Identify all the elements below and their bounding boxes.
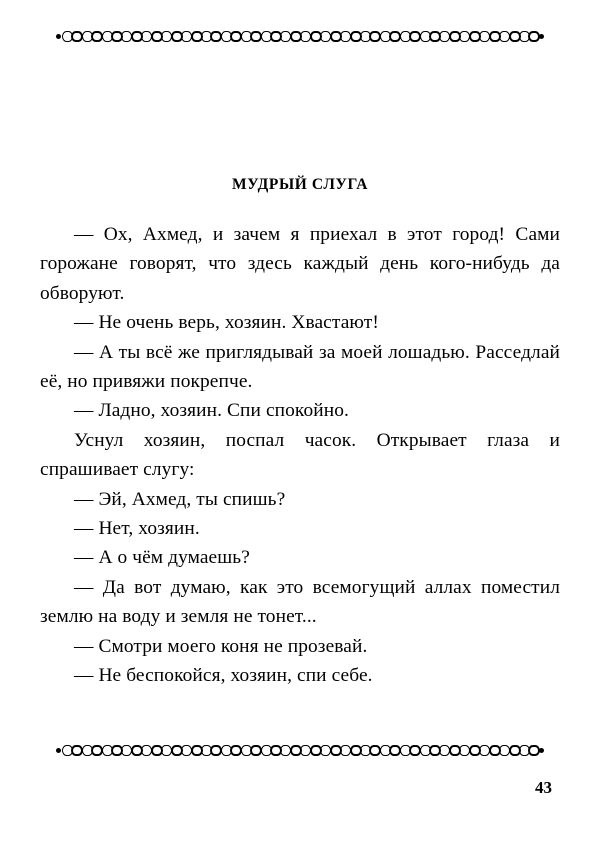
paragraph: Уснул хозяин, поспал часок. Открывает глаза и спрашивает слугу: [40, 429, 560, 481]
paragraph: — Ох, Ахмед, и зачем я приехал в этот город! Сами горожане говорят, что здесь каждый день кого-нибудь да обворуют. [40, 224, 560, 304]
chain-link [528, 31, 540, 42]
paragraph: — Да вот думаю, как это всемогущий аллах поместил землю на воду и земля не тонет... [40, 576, 560, 628]
paragraph: — Нет, хозяин. [74, 518, 200, 540]
page-title: МУДРЫЙ СЛУГА [231, 176, 369, 193]
paragraph: — А ты всё же приглядывай за моей лошадью. Расседлай её, но привяжи покрепче. [40, 341, 560, 393]
chain-link [528, 745, 540, 756]
story-body [40, 176, 560, 691]
paragraph: — Смотри моего коня не прозевай. [74, 635, 368, 657]
paragraph: — А о чём думаешь? [74, 547, 250, 569]
page-number: 43 [535, 778, 552, 797]
paragraph: — Не беспокойся, хозяин, спи себе. [74, 665, 373, 687]
paragraph: — Не очень верь, хозяин. Хвастают! [74, 312, 379, 334]
chain-end-cap [56, 748, 61, 753]
chain-end-cap [56, 34, 61, 39]
chain-rule-ornament-top [56, 30, 544, 42]
chain-rule-ornament-bottom [56, 744, 544, 756]
paragraph: — Эй, Ахмед, ты спишь? [74, 488, 286, 510]
paragraph: — Ладно, хозяин. Спи спокойно. [74, 400, 349, 422]
